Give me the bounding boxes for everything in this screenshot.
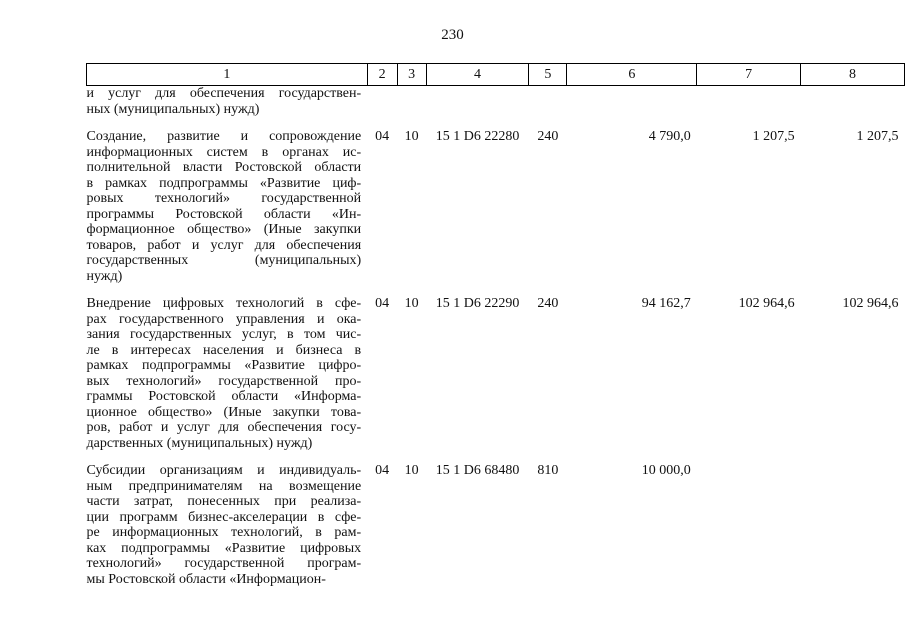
description-line: граммы Ростовской области «Информа- — [86, 389, 362, 404]
target-article-code: 15 1 D6 22290 — [435, 296, 520, 311]
description-line: ных (муниципальных) нужд) — [86, 101, 260, 117]
description-line: формационное общество» (Иные закупки — [86, 222, 362, 237]
row-description — [87, 284, 368, 451]
description-line: ционное общество» (Иные закупки това- — [86, 404, 362, 420]
expense-type-code: 240 — [537, 129, 559, 144]
section-code: 04 — [375, 463, 390, 478]
column-header-5: 5 — [529, 64, 567, 86]
table-row — [87, 451, 905, 587]
row-description — [87, 86, 368, 118]
amount-year-3 — [801, 86, 905, 118]
description-line: ции программ бизнес-акселерации в сфе- — [86, 509, 362, 525]
description-line: ках подпрограммы «Развитие цифровых — [86, 540, 362, 556]
section-code: 04 — [375, 129, 390, 144]
description-line: части затрат, понесенных при реализа- — [86, 494, 362, 509]
description-line: Субсидии организациям и индивидуаль- — [86, 463, 362, 478]
table-header-row — [87, 64, 905, 86]
description-line: технологий» государственной програм- — [86, 556, 362, 571]
description-line: программы Ростовской области «Ин- — [86, 206, 362, 222]
amount-year-2: 102 964,6 — [738, 296, 795, 311]
column-header-1: 1 — [87, 64, 368, 86]
row-description — [87, 117, 368, 284]
table-row — [87, 284, 905, 451]
page-number: 230 — [441, 27, 464, 43]
description-line: нужд) — [86, 268, 123, 284]
description-line: в рамках подпрограммы «Развитие циф- — [86, 175, 362, 191]
description-line: мы Ростовской области «Информацион- — [86, 571, 326, 587]
target-article-code: 15 1 D6 22280 — [435, 129, 520, 144]
amount-year-1 — [567, 86, 697, 118]
column-header-3: 3 — [397, 64, 426, 86]
amount-year-1: 94 162,7 — [641, 296, 691, 311]
amount-year-2: 1 207,5 — [752, 129, 795, 144]
section-code — [367, 86, 397, 118]
subsection-code: 10 — [404, 296, 419, 311]
column-header-4: 4 — [426, 64, 529, 86]
amount-year-2 — [697, 451, 801, 587]
budget-table — [86, 63, 905, 587]
description-line: ле в интересах населения и бизнеса в — [86, 342, 362, 358]
description-line: государственных (муниципальных) — [86, 253, 362, 268]
amount-year-3: 102 964,6 — [842, 296, 899, 311]
description-line: зания государственных услуг, в том чис- — [86, 327, 362, 342]
description-line: дарственных (муниципальных) нужд) — [86, 435, 313, 451]
subsection-code: 10 — [404, 463, 419, 478]
description-line: и услуг для обеспечения государствен- — [86, 86, 362, 101]
expense-type-code — [529, 86, 567, 118]
description-line: ров, работ и услуг для обеспечения госу- — [86, 420, 362, 435]
column-header-2: 2 — [367, 64, 397, 86]
subsection-code — [397, 86, 426, 118]
description-line: рамках подпрограммы «Развитие цифро- — [86, 358, 362, 373]
description-line: ровых технологий» государственной — [86, 191, 362, 206]
expense-type-code: 810 — [537, 463, 559, 478]
expense-type-code: 240 — [537, 296, 559, 311]
description-line: вых технологий» государственной про- — [86, 373, 362, 389]
description-line: ре информационных технологий, в рам- — [86, 525, 362, 540]
description-line: Создание, развитие и сопровождение — [86, 129, 362, 144]
table-row — [87, 117, 905, 284]
subsection-code: 10 — [404, 129, 419, 144]
amount-year-2 — [697, 86, 801, 118]
amount-year-3 — [801, 451, 905, 587]
amount-year-1: 4 790,0 — [648, 129, 691, 144]
column-header-6: 6 — [567, 64, 697, 86]
description-line: Внедрение цифровых технологий в сфе- — [86, 296, 362, 311]
description-line: рах государственного управления и ока- — [86, 311, 362, 327]
column-header-8: 8 — [801, 64, 905, 86]
target-article-code: 15 1 D6 68480 — [435, 463, 520, 478]
column-header-7: 7 — [697, 64, 801, 86]
table-row — [87, 86, 905, 118]
description-line: товаров, работ и услуг для обеспечения — [86, 237, 362, 253]
description-line: полнительной власти Ростовской области — [86, 160, 362, 175]
description-line: ным предпринимателям на возмещение — [86, 478, 362, 494]
row-description — [87, 451, 368, 587]
target-article-code — [426, 86, 529, 118]
amount-year-1: 10 000,0 — [641, 463, 691, 478]
amount-year-3: 1 207,5 — [856, 129, 899, 144]
section-code: 04 — [375, 296, 390, 311]
description-line: информационных систем в органах ис- — [86, 144, 362, 160]
